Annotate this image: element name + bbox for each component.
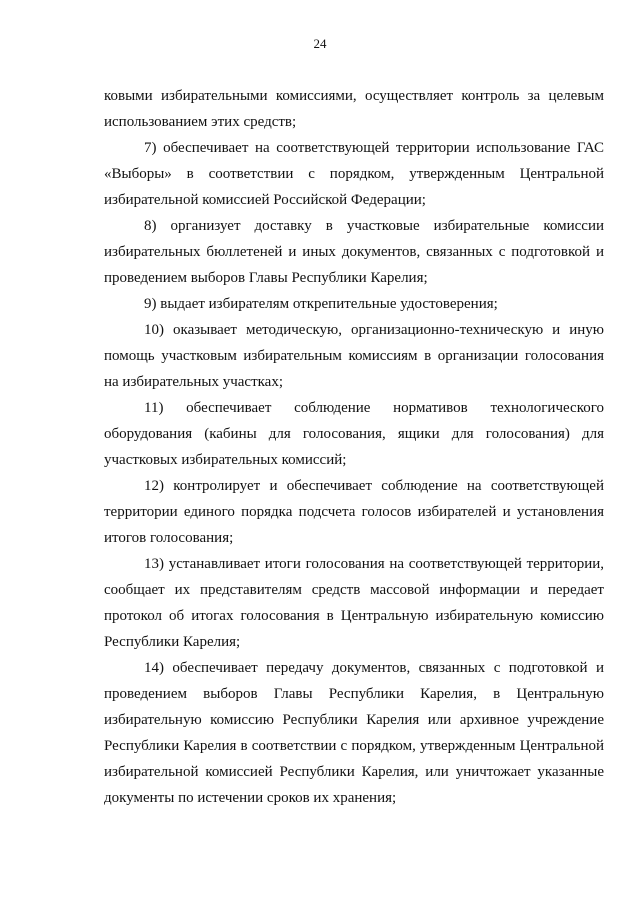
paragraph-item-14: 14) обеспечивает передачу документов, связанных с подготовкой и проведением выборов Главы Республики Карелия, в Центральную избирательную комиссию Республики Карелия или архивное учреждение Республики Карелия в соответствии с порядком, утвержденным Центральной избирательной комиссией Республики Карелия, или уничтожает указанные документы по истечении сроков их хранения;: [104, 660, 604, 806]
paragraph-item-10: 10) оказывает методическую, организационно-техническую и иную помощь участковым избирательным комиссиям в организации голосования на избирательных участках;: [104, 322, 604, 390]
paragraph-item-9: 9) выдает избирателям открепительные удостоверения;: [144, 296, 498, 312]
paragraph-item-11: 11) обеспечивает соблюдение нормативов технологического оборудования (кабины для голосования, ящики для голосования) для участковых избирательных комиссий;: [104, 400, 604, 468]
paragraph-continuation: ковыми избирательными комиссиями, осуществляет контроль за целевым использованием этих средств;: [104, 88, 604, 130]
paragraph-item-8: 8) организует доставку в участковые избирательные комиссии избирательных бюллетеней и иных документов, связанных с подготовкой и проведением выборов Главы Республики Карелия;: [104, 218, 604, 286]
paragraph-item-13: 13) устанавливает итоги голосования на соответствующей территории, сообщает их представителям средств массовой информации и передает протокол об итогах голосования в Центральную избирательную комиссию Республики Карелия;: [104, 556, 604, 650]
paragraph-item-12: 12) контролирует и обеспечивает соблюдение на соответствующей территории единого порядка подсчета голосов избирателей и установления итогов голосования;: [104, 478, 604, 546]
page-number: 24: [313, 36, 327, 51]
paragraph-item-7: 7) обеспечивает на соответствующей территории использование ГАС «Выборы» в соответствии с порядком, утвержденным Центральной избирательной комиссией Российской Федерации;: [104, 140, 604, 208]
body-text: [104, 83, 604, 811]
